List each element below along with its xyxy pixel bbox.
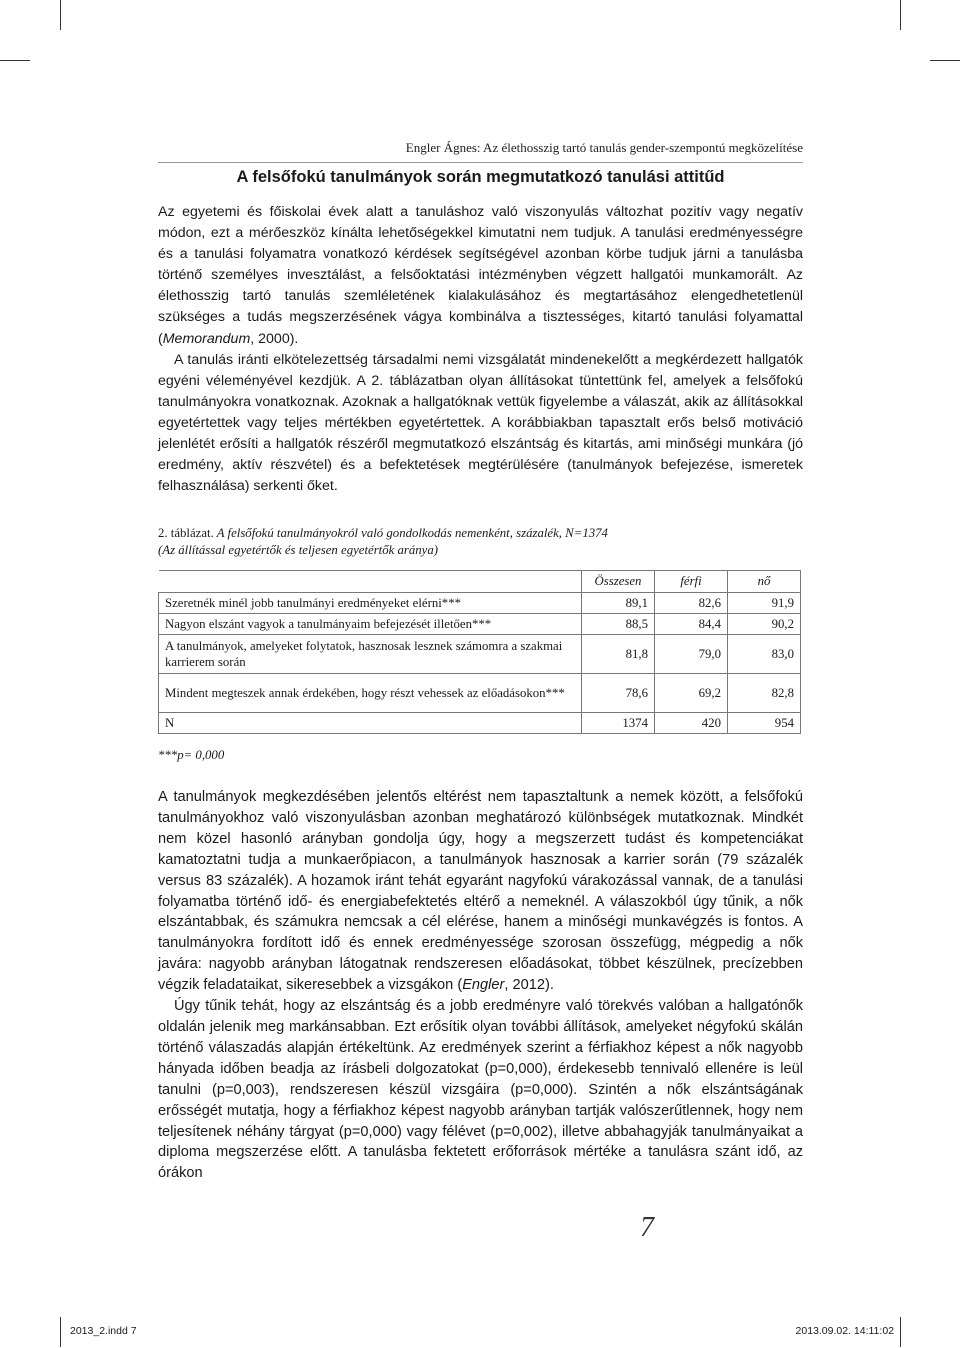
section-title: A felsőfokú tanulmányok során megmutatkozó tanulási attitűd: [236, 168, 725, 186]
cell-male: 82,6: [655, 593, 728, 614]
table-row: [159, 635, 801, 674]
footer-file: 2013_2.indd 7: [70, 1325, 137, 1337]
footer-timestamp: 2013.09.02. 14:11:02: [795, 1325, 894, 1337]
header-total: Összesen: [582, 571, 655, 593]
intro-p1-end: , 2000).: [250, 330, 299, 347]
intro-paragraph-2: A tanulás iránti elkötelezettség társadalmi nemi vizsgálatát mindenekelőtt a megkérdezett hallgatók egyéni véleményével kezdjük. A 2. táblázatban olyan állításokat tüntettünk fel, amelyek a felsőfokú tanulmányokra vonatkoznak. Azoknak a hallgatóknak vettük figyelembe a válaszát, akik az állításokkal egyetértettek vagy teljes mértékben egyetértettek. A korábbiakban tapasztalt erős belső motiváció jelenlétét erősíti a hallgatók részéről megmutatkozó elszántság és kitartás, ami minőségi munkára (jó eredmény, aktív részvétel) és a befektetések megtérülésére (tanulmányok befejezése, ismeretek felhasználása) serkenti őket.: [158, 351, 803, 495]
table-header-row: [159, 571, 801, 593]
row-label: Nagyon elszánt vagyok a tanulmányaim befejezését illetően***: [159, 614, 582, 635]
table-corner-cell: [159, 571, 582, 593]
row-label: Szeretnék minél jobb tanulmányi eredményeket elérni***: [159, 593, 582, 614]
cell-total: 81,8: [582, 635, 655, 674]
cell-male: 420: [655, 713, 728, 734]
table-row: [159, 674, 801, 713]
table-title: A felsőfokú tanulmányokról való gondolkodás nemenként, százalék, N=1374: [213, 526, 608, 540]
crop-mark-right-top: [930, 60, 960, 61]
cell-male: 69,2: [655, 674, 728, 713]
page-number: 7: [640, 1212, 654, 1243]
intro-text: [158, 202, 803, 497]
data-table: [158, 570, 801, 734]
table-row: [159, 593, 801, 614]
intro-citation: Memorandum: [162, 330, 251, 347]
cell-total: 78,6: [582, 674, 655, 713]
crop-mark-left-top: [0, 60, 30, 61]
table-row: [159, 614, 801, 635]
cell-female: 90,2: [728, 614, 801, 635]
cell-female: 83,0: [728, 635, 801, 674]
body-p1-end: , 2012).: [504, 977, 554, 994]
body-paragraph-2: Úgy tűnik tehát, hogy az elszántság és a jobb eredményre való törekvés valóban a hallgatónők oldalán jelenik meg markánsabban. Ezt erősítik olyan további állítások, amelyeket négyfokú skálán történő válaszadás alapján értékeltünk. Az eredmények szerint a férfiakhoz képest a nők nagyobb hányada időben beadja az írásbeli dolgozatokat (p=0,000), érdekesebb tennivaló ellenére is leül tanulni (p=0,003), rendszeresen készül vizsgáira (p=0,000). Szintén a nők elszántságának erősségét mutatja, hogy a férfiakhoz képest nagyobb arányban tartják valószerűtlennek, hogy nem teljesítenek néhány tárgyat (p=0,000) vagy félévet (p=0,002), illetve abbahagyják tanulmányaikat a diploma megszerzése előtt. A tanulásba fektetett erőforrások mértéke a tanulásra szánt idő, az órákon: [158, 998, 803, 1182]
cell-total: 89,1: [582, 593, 655, 614]
table-number: 2. táblázat.: [158, 526, 214, 540]
cell-male: 79,0: [655, 635, 728, 674]
row-label: Mindent megteszek annak érdekében, hogy részt vehessek az előadásokon***: [159, 674, 582, 713]
table-subtitle: (Az állítással egyetértők és teljesen egyetértők aránya): [158, 543, 439, 557]
intro-p1-text: Az egyetemi és főiskolai évek alatt a tanuláshoz való viszonyulás változhat pozitív vagy negatív módon, ezt a mérőeszköz kínálta lehetőségekkel kimutatni nem tudjuk. A tanulási eredményességre és a tanulási folyamatra vonatkozó kérdések segítségével azonban körbe tudjuk járni a tanulásba történő személyes invesztálást, a felsőoktatási intézményben végzett hallgatói munkamorált. Az élethosszig tartó tanulás szemléletének kialakulásához és megtartásához elengedhetetlenül szükséges a tudás megszerzésének vágya kombinálva a tisztességes, kitartó tanulási folyamattal (: [158, 204, 803, 347]
body-text: [158, 787, 803, 1184]
cell-female: 91,9: [728, 593, 801, 614]
table-row-n: [159, 713, 801, 734]
header-female: nő: [728, 571, 801, 593]
row-label: A tanulmányok, amelyeket folytatok, hasznosak lesznek számomra a szakmai karrierem során: [159, 635, 582, 674]
cell-male: 84,4: [655, 614, 728, 635]
body-citation: Engler: [462, 977, 505, 994]
cell-total: 1374: [582, 713, 655, 734]
crop-mark-bottom-right: [900, 1317, 901, 1347]
cell-total: 88,5: [582, 614, 655, 635]
table-caption: [158, 525, 803, 559]
body-p1-text: A tanulmányok megkezdésében jelentős eltérést nem tapasztaltunk a nemek között, a felsőfokú tanulmányokhoz való viszonyulásban azonban meghatározó különbségek mutatkoznak. Mindkét nem közel hasonló arányban gondolja úgy, hogy a megszerzett tudást és kompetenciákat kamatoztatni tudja a munkaerőpiacon, a tanulmányok hasznosak a karrier során (79 százalék versus 83 százalék). A hozamok iránt tehát egyaránt nagyfokú várakozással vannak, de a tanulási folyamatba történő idő- és energiabefektetés eltérő a nemeknél. A válaszokból úgy tűnik, a nők elszántabbak, és számukra nemcsak a cél elérése, hanem a minőségi munkavégzés is fontos. A tanulmányokra fordított idő és ennek eredményessége szorosan összefügg, mégpedig a nők javára: nagyobb arányban látogatnak rendszeresen előadásokat, többet készülnek, precízebben végzik feladataikat, sikeresebbek a vizsgákon (: [158, 789, 803, 994]
running-head: Engler Ágnes: Az élethosszig tartó tanulás gender-szempontú megközelítése: [158, 140, 803, 163]
crop-mark-bottom-left: [60, 1317, 61, 1347]
crop-mark-top-right: [900, 0, 901, 30]
row-label: N: [159, 713, 582, 734]
crop-mark-top-left: [60, 0, 61, 30]
header-male: férfi: [655, 571, 728, 593]
body-paragraph-1: [158, 787, 803, 996]
cell-female: 954: [728, 713, 801, 734]
table-note: ***p= 0,000: [158, 748, 225, 762]
cell-female: 82,8: [728, 674, 801, 713]
intro-paragraph-1: [158, 202, 803, 350]
